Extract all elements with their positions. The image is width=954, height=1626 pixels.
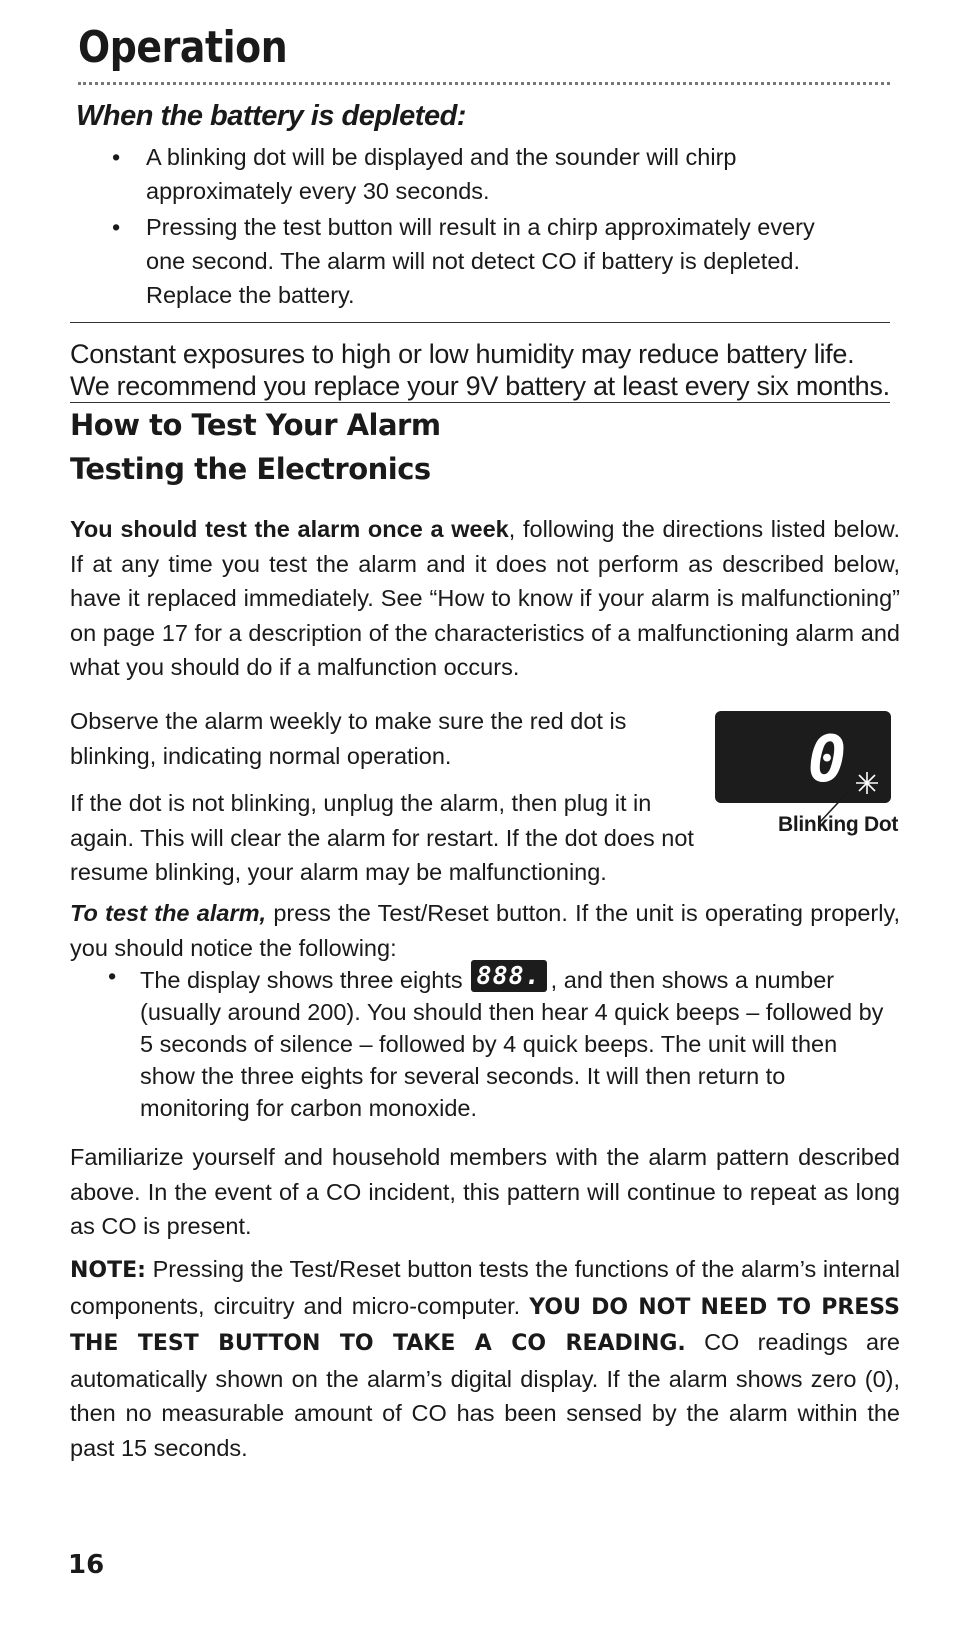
how-to-test-heading: How to Test Your Alarm <box>70 408 441 442</box>
test-alarm-emphasis: To test the alarm, <box>70 900 267 926</box>
testing-electronics-heading: Testing the Electronics <box>70 452 431 486</box>
lcd-digit: 0 <box>807 723 847 797</box>
page-number: 16 <box>68 1550 105 1580</box>
note-paragraph <box>70 1252 900 1465</box>
weekly-test-paragraph <box>70 512 900 685</box>
note-text-1: Pressing the Test/Reset button tests the functions of the alarm’s internal components, circuitry and micro-computer. <box>70 1256 900 1319</box>
three-eights-display-icon <box>471 960 547 992</box>
test-bullet-text-after: , and then shows a number (usually around 200). You should then hear 4 quick beeps – followed by 5 seconds of silence – followed by 4 quick beeps. The unit will then show the three eights for several seconds. It will then return to monitoring for carbon monoxide. <box>140 967 884 1121</box>
battery-bullet-1: • A blinking dot will be displayed and the sounder will chirp approximately every 30 seconds. <box>110 140 830 208</box>
note-bottom-rule <box>70 402 890 403</box>
battery-depleted-heading: When the battery is depleted: <box>76 100 466 132</box>
test-bullet-text-before: The display shows three eights <box>140 967 463 993</box>
test-alarm-paragraph <box>70 896 900 965</box>
test-bullet-1 <box>106 960 886 1124</box>
battery-bullet-2: • Pressing the test button will result in a chirp approximately every one second. The alarm will not detect CO if battery is depleted. Replace the battery. <box>110 210 830 312</box>
test-alarm-text: press the Test/Reset button. If the unit is operating properly, you should notice the following: <box>70 900 900 961</box>
test-bullet-list <box>106 960 886 1124</box>
three-eights-badge-text: 888. <box>476 961 541 990</box>
not-blinking-paragraph: If the dot is not blinking, unplug the alarm, then plug it in again. This will clear the alarm for restart. If the dot does not resume blinking, your alarm may be malfunctioning. <box>70 790 694 885</box>
note-label: NOTE: <box>70 1258 146 1283</box>
familiarize-paragraph: Familiarize yourself and household members with the alarm pattern described above. In the event of a CO incident, this pattern will continue to repeat as long as CO is present. <box>70 1144 900 1239</box>
battery-bullet-list <box>110 140 830 314</box>
humidity-note: Constant exposures to high or low humidity may reduce battery life. We recommend you replace your 9V battery at least every six months. <box>70 339 890 401</box>
title-dotted-divider <box>78 82 890 85</box>
page-title: Operation <box>78 22 288 73</box>
note-top-rule <box>70 322 890 323</box>
weekly-test-text: , following the directions listed below. If at any time you test the alarm and it does not perform as described below, have it replaced immediately. See “How to know if your alarm is malfunctioning” on page 17 for a description of the characteristics of a malfunctioning alarm and what you should do if a malfunction occurs. <box>70 516 900 680</box>
note-text-2: CO readings are automatically shown on the alarm’s digital display. If the alarm shows zero (0), then no measurable amount of CO has been sensed by the alarm within the past 15 seconds. <box>70 1329 901 1461</box>
observe-paragraph: Observe the alarm weekly to make sure the red dot is blinking, indicating normal operation. <box>70 708 627 769</box>
note-caps-warning: YOU DO NOT NEED TO PRESS THE TEST BUTTON TO TAKE A CO READING. <box>70 1294 901 1356</box>
weekly-test-emphasis: You should test the alarm once a week <box>70 516 509 542</box>
blinking-dot-caption: Blinking Dot <box>778 813 899 836</box>
